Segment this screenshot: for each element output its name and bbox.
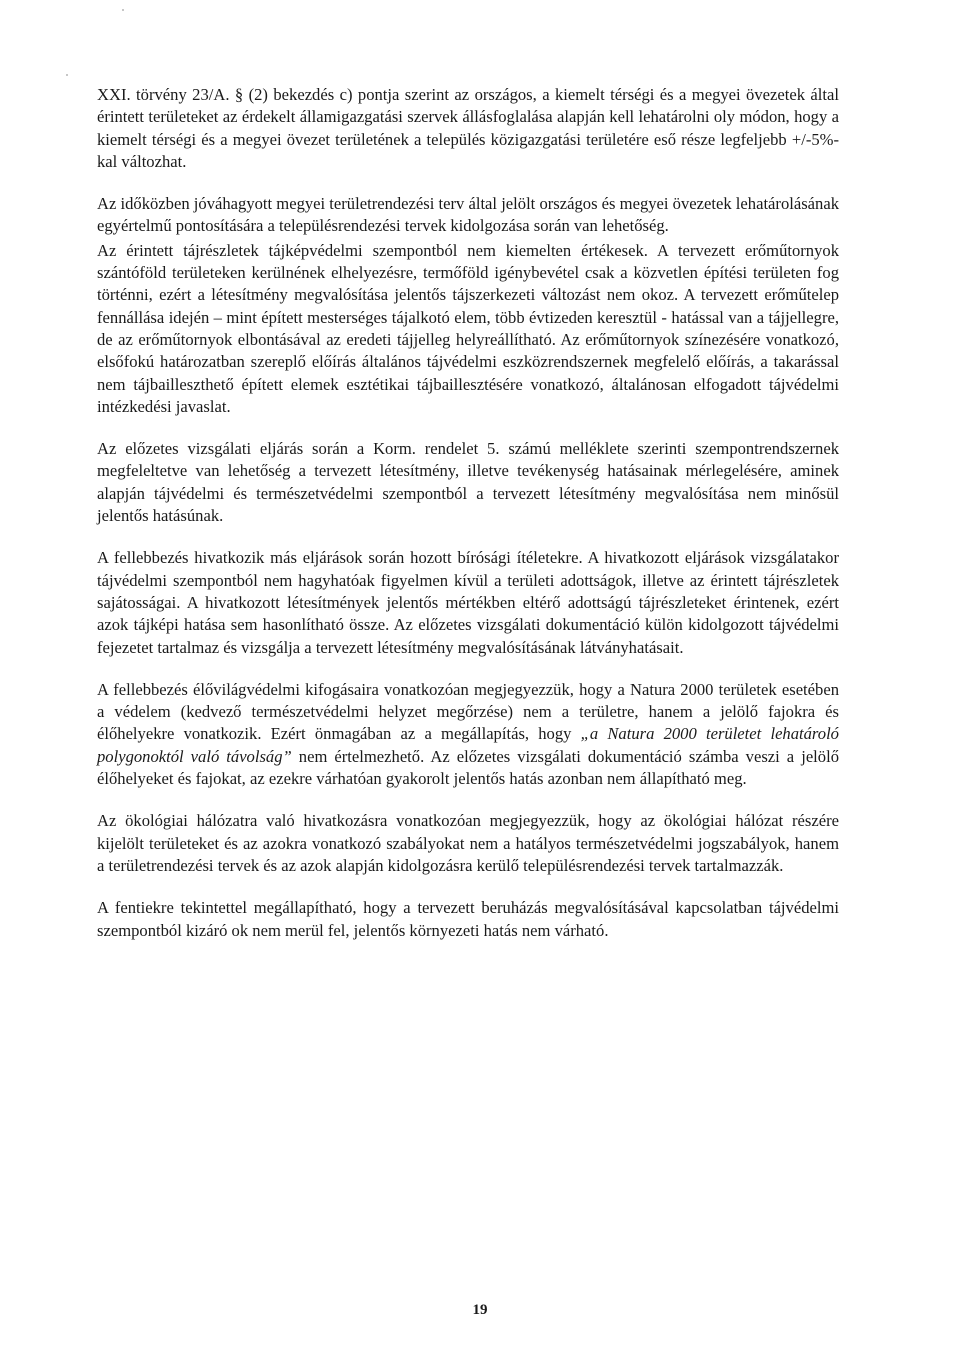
paragraph-natura-2000	[97, 679, 839, 790]
paragraph-preliminary-procedure: Az előzetes vizsgálati eljárás során a Korm. rendelet 5. számú melléklete szerinti szempontrendszernek megfeleltetve van lehetőség a tervezett létesítmény, illetve tevékenység hatásainak mérlegelésére, aminek alapján tájvédelmi és természetvédelmi szempontból a tervezett létesítmény megvalósítása nem minősül jelentős hatásúnak.	[97, 439, 839, 526]
paragraph-landscape-impact: Az érintett tájrészletek tájképvédelmi szempontból nem kiemelten értékesek. A tervezett erőműtornyok szántóföld területeken kerülnének elhelyezésre, termőföld igénybevétel csak a közvetlen építési területen fog történni, ezért a létesítmény megvalósítása jelentős tájszerkezeti változást nem okoz. A tervezett erőműtelep fennállása idején – mint épített mesterséges tájalkotó elem, több évtizeden keresztül - hatással van a tájjellegre, de az erőműtornyok elbontásával az eredeti tájjelleg helyreállítható. Az erőműtornyok színezésére vonatkozó, elsőfokú határozatban szereplő előírás általános tájvédelmi eszközrendszernek megfelelő előírás, a takarással nem tájbailleszthető épített elemek esztétikai tájbaillesztésére vonatkozó, általánosan elfogadott tájvédelmi intézkedési javaslat.	[97, 240, 839, 416]
scan-speck	[66, 74, 68, 76]
scan-speck	[122, 9, 124, 11]
natura-intro-text: A fellebbezés élővilágvédelmi kifogásaira vonatkozóan megjegyezzük, hogy a Natura 2000 területek esetében a védelem (kedvező természetvédelmi helyzet megőrzése) nem a területre, hanem a jelölő fajokra és élőhelyekre vonatkozik. Ezért önmagában az a megállapítás, hogy	[97, 679, 839, 744]
natura-conclusion-text: nem értelmezhető. Az előzetes vizsgálati dokumentáció számba veszi a jelölő élőhelyeket és fajokat, az ezekre várhatóan gyakorolt jelentős hatás azonban nem állapítható meg.	[97, 746, 839, 789]
paragraph-ecological-network: Az ökológiai hálózatra való hivatkozásra vonatkozóan megjegyezzük, hogy az ökológiai hálózat részére kijelölt területeket és az azokra vonatkozó szabályokat nem a hatályos természetvédelmi jogszabályok, hanem a területrendezési tervek és az azok alapján kidolgozásra kerülő településrendezési tervek tartalmazzák.	[97, 811, 839, 875]
page-number: 19	[472, 1302, 488, 1318]
natura-quote: „a Natura 2000 területet lehatároló polygonoktól való távolság”	[97, 724, 839, 766]
paragraph-conclusion: A fentiekre tekintettel megállapítható, hogy a tervezett beruházás megvalósításával kapcsolatban tájvédelmi szempontból kizáró ok nem merül fel, jelentős környezeti hatás nem várható.	[97, 898, 839, 940]
paragraph-legal-basis: XXI. törvény 23/A. § (2) bekezdés c) pontja szerint az országos, a kiemelt térségi és a megyei övezetek által érintett területeket az érdekelt államigazgatási szervek állásfoglalása alapján kell lehatárolni oly módon, hogy a kiemelt térségi és a megyei övezet területének a település közigazgatási területére eső része legfeljebb +/-5%-kal változhat.	[97, 85, 839, 171]
paragraph-court-rulings: A fellebbezés hivatkozik más eljárások során hozott bírósági ítéletekre. A hivatkozott eljárások vizsgálatakor tájvédelmi szempontból nem hagyhatóak figyelmen kívül a területi adottságok, illetve az érintett tájrészletek sajátosságai. A hivatkozott létesítmények jelentős mértékben eltérő adottságú tájrészleteket érintenek, ezért azok tájképi hatása sem hasonlítható össze. Az előzetes vizsgálati dokumentáció külön kidolgozott tájvédelmi fejezetet tartalmaz és vizsgálja a tervezett létesítmény megvalósításának látványhatásait.	[97, 548, 839, 657]
document-body	[97, 84, 839, 942]
paragraph-county-plan: Az időközben jóváhagyott megyei területrendezési terv által jelölt országos és megyei övezetek lehatárolásának egyértelmű pontosítására a településrendezési tervek kidolgozása során van lehetőség.	[97, 194, 839, 236]
